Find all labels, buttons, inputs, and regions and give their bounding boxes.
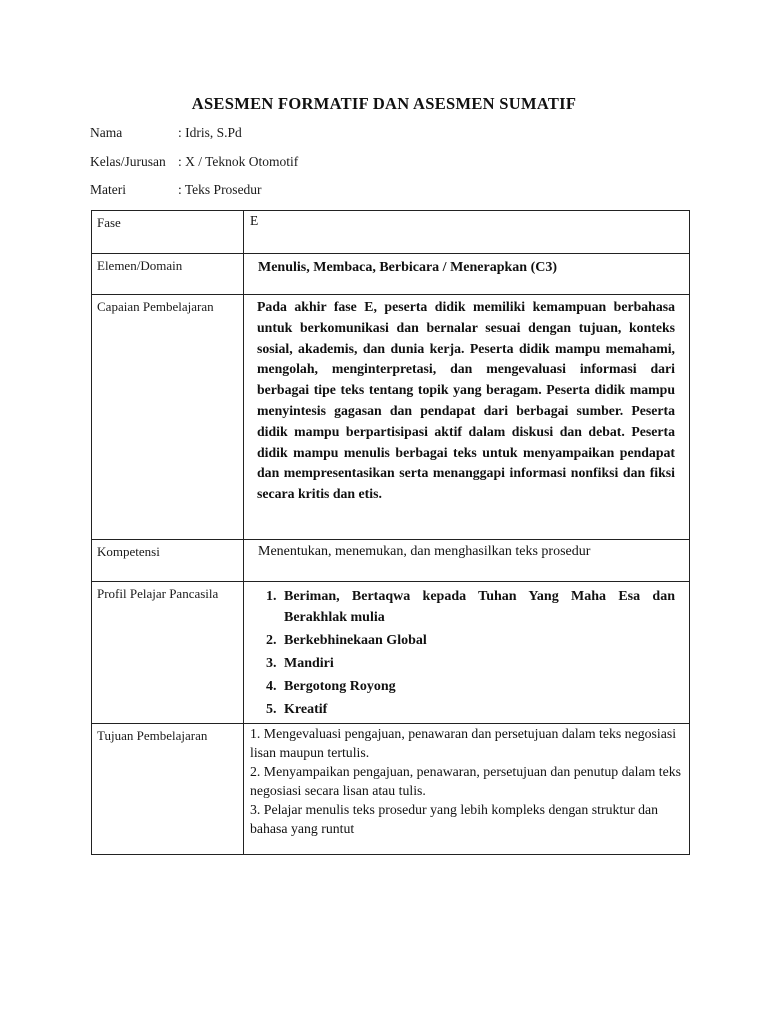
list-item: 3. Pelajar menulis teks prosedur yang lebih kompleks dengan struktur dan bahasa yang runtut xyxy=(250,801,659,836)
table-row-fase xyxy=(92,211,690,254)
elemen-value: Menulis, Membaca, Berbicara / Menerapkan (C3) xyxy=(258,260,558,275)
info-value: : X / Teknok Otomotif xyxy=(178,154,299,169)
row-label: Fase xyxy=(92,211,244,254)
table-row-capaian xyxy=(92,295,690,540)
table-row-tujuan xyxy=(92,723,690,854)
kompetensi-value: Menentukan, menemukan, dan menghasilkan teks prosedur xyxy=(258,544,591,559)
tujuan-value xyxy=(244,724,689,838)
assessment-table xyxy=(91,210,690,855)
info-label: Nama xyxy=(90,125,123,140)
row-label: Capaian Pembelajaran xyxy=(92,295,244,540)
info-value: : Idris, S.Pd xyxy=(178,125,242,140)
row-label: Elemen/Domain xyxy=(92,254,244,295)
row-label: Profil Pelajar Pancasila xyxy=(92,582,244,724)
list-item: 3. Mandiri xyxy=(280,654,675,675)
table-row-elemen xyxy=(92,254,690,295)
fase-value: E xyxy=(250,213,259,228)
list-item: 4. Bergotong Royong xyxy=(280,677,675,698)
list-item: 1. Mengevaluasi pengajuan, penawaran dan persetujuan dalam teks negosiasi lisan maupun tertulis. xyxy=(250,725,677,760)
list-item: 1. Beriman, Bertaqwa kepada Tuhan Yang Maha Esa dan Berakhlak mulia xyxy=(280,587,675,628)
info-label: Kelas/Jurusan xyxy=(90,154,166,169)
list-item: 2. Menyampaikan pengajuan, penawaran, persetujuan dan penutup dalam teks negosiasi secara lisan atau tulis. xyxy=(250,763,682,798)
table-row-profil xyxy=(92,582,690,724)
info-label: Materi xyxy=(90,182,126,197)
table-row-kompetensi xyxy=(92,540,690,582)
list-item: 2. Berkebhinekaan Global xyxy=(280,631,675,652)
list-item: 5. Kreatif xyxy=(280,700,675,721)
row-label: Tujuan Pembelajaran xyxy=(92,723,244,854)
profil-list xyxy=(244,582,689,720)
row-label: Kompetensi xyxy=(92,540,244,582)
capaian-value: Pada akhir fase E, peserta didik memiliki kemampuan berbahasa untuk berkomunikasi dan bernalar sesuai dengan tujuan, konteks sosial, akademis, dan dunia kerja. Peserta didik mampu memahami, mengolah, menginterpretasi, dan mengevaluasi informasi dari berbagai tipe teks tentang topik yang beragam. Peserta didik mampu menyintesis gagasan dan pendapat dari berbagai sumber. Peserta didik mampu berpartisipasi aktif dalam diskusi dan debat. Peserta didik mampu menulis berbagai teks untuk menyampaikan pendapat dan mempresentasikan serta menanggapi informasi nonfiksi dan fiksi secara kritis dan etis. xyxy=(257,299,675,502)
document-title: ASESMEN FORMATIF DAN ASESMEN SUMATIF xyxy=(191,94,577,113)
info-value: : Teks Prosedur xyxy=(178,182,262,197)
